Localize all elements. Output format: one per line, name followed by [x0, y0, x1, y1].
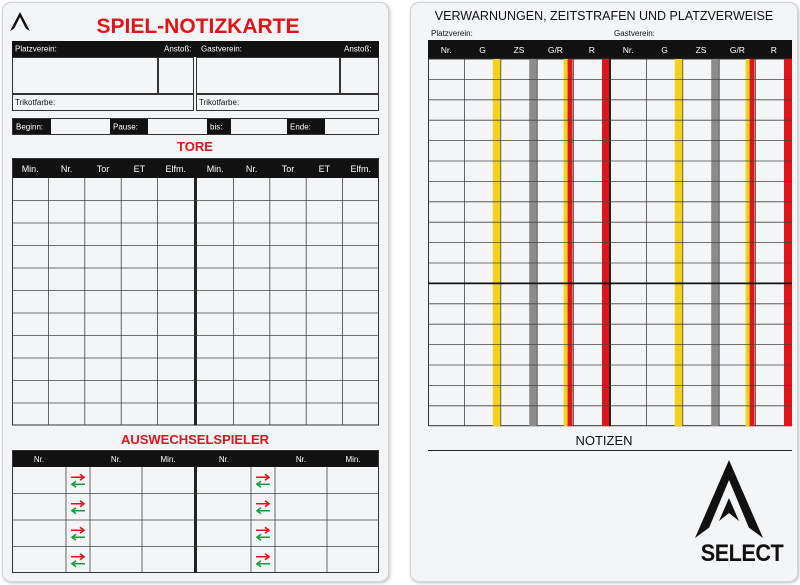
- cautions-header-cell: R: [588, 45, 595, 55]
- pause-label: Pause:: [113, 122, 138, 131]
- end-label: Ende:: [290, 122, 311, 131]
- cautions-header-cell: G: [661, 45, 668, 55]
- subs-header-cell: Nr.: [110, 455, 122, 464]
- substitution-in-arrow-icon: [72, 508, 85, 514]
- substitution-in-arrow-icon: [72, 561, 85, 567]
- cautions-card: [410, 2, 798, 582]
- subs-header-cell: Nr.: [33, 455, 45, 464]
- cautions-header-cell: ZS: [513, 45, 525, 55]
- goals-header-cell: Nr.: [245, 164, 258, 174]
- substitution-out-arrow-icon: [71, 554, 84, 560]
- kickoff-label: Anstoß:: [164, 44, 192, 54]
- select-logo-icon: [693, 458, 765, 540]
- goals-header-cell: ET: [318, 164, 331, 174]
- notes-area[interactable]: [428, 452, 698, 572]
- kickoff-label-away: Anstoß:: [344, 44, 372, 54]
- home-team-label: Platzverein:: [15, 44, 57, 54]
- substitution-in-arrow-icon: [72, 481, 85, 487]
- until-label: bis:: [210, 122, 223, 131]
- home-team-field[interactable]: [12, 57, 158, 94]
- notes-title: NOTIZEN: [575, 433, 633, 448]
- select-logo-icon: [9, 11, 31, 33]
- substitution-out-arrow-icon: [71, 501, 84, 507]
- until-label-box: [207, 119, 231, 134]
- start-label-box: [13, 119, 51, 134]
- subs-header-cell: Nr.: [295, 455, 307, 464]
- cautions-header-cell: G/R: [547, 45, 563, 55]
- substitution-out-arrow-icon: [256, 501, 269, 507]
- goals-header-cell: Elfm.: [350, 164, 372, 174]
- substitution-in-arrow-icon: [257, 481, 270, 487]
- until-field[interactable]: [231, 119, 287, 134]
- match-notes-card: [2, 2, 389, 582]
- subs-header-cell: Min.: [345, 455, 361, 464]
- start-label: Beginn:: [16, 122, 44, 131]
- substitution-out-arrow-icon: [256, 474, 269, 480]
- substitution-in-arrow-icon: [257, 534, 270, 540]
- cautions-header-cell: Nr.: [440, 45, 452, 55]
- subs-header-cell: Nr.: [218, 455, 230, 464]
- away-team-label: Gastverein:: [614, 29, 655, 38]
- cautions-header-cell: G: [479, 45, 486, 55]
- goals-header-cell: Min.: [206, 164, 224, 174]
- substitution-out-arrow-icon: [71, 527, 84, 533]
- pause-field[interactable]: [148, 119, 207, 134]
- cautions-header-cell: Nr.: [622, 45, 634, 55]
- substitution-in-arrow-icon: [72, 534, 85, 540]
- away-team-label: Gastverein:: [201, 44, 242, 54]
- half-divider: [194, 178, 197, 426]
- pause-label-box: [110, 119, 148, 134]
- substitution-out-arrow-icon: [71, 474, 84, 480]
- cautions-header-cell: R: [770, 45, 777, 55]
- cautions-header-cell: ZS: [695, 45, 707, 55]
- end-label-box: [287, 119, 325, 134]
- goals-header-cell: Elfm.: [165, 164, 187, 174]
- home-jersey-label: Trikotfarbe:: [15, 98, 56, 107]
- away-team-field[interactable]: [196, 57, 340, 94]
- goals-header-cell: Min.: [21, 164, 39, 174]
- card-title: VERWARNUNGEN, ZEITSTRAFEN UND PLATZVERWEISE: [434, 9, 774, 23]
- end-field[interactable]: [325, 119, 378, 134]
- substitutes-table: [12, 450, 380, 574]
- goals-header-cell: Tor: [96, 164, 110, 174]
- substitution-in-arrow-icon: [257, 561, 270, 567]
- goals-header-cell: ET: [133, 164, 146, 174]
- home-kickoff-field[interactable]: [158, 57, 194, 94]
- subs-title: AUSWECHSELSPIELER: [120, 432, 270, 447]
- goals-header-cell: Tor: [281, 164, 295, 174]
- brand-wordmark: SELECT: [700, 540, 784, 567]
- goals-header-cell: Nr.: [60, 164, 73, 174]
- goals-title: TORE: [177, 139, 213, 154]
- away-jersey-label: Trikotfarbe:: [199, 98, 240, 107]
- substitution-out-arrow-icon: [256, 527, 269, 533]
- home-team-label: Platzverein:: [431, 29, 473, 38]
- notes-divider: [428, 450, 792, 451]
- cautions-table: [428, 40, 793, 429]
- card-title: SPIEL-NOTIZKARTE: [96, 15, 300, 38]
- substitution-out-arrow-icon: [256, 554, 269, 560]
- away-kickoff-field[interactable]: [340, 57, 379, 94]
- goals-table: [12, 158, 380, 429]
- start-field[interactable]: [51, 119, 110, 134]
- subs-header-cell: Min.: [160, 455, 176, 464]
- substitution-in-arrow-icon: [257, 508, 270, 514]
- cautions-header-cell: G/R: [729, 45, 745, 55]
- subs-header-bar: [12, 450, 379, 467]
- team-header-bar: [12, 41, 379, 57]
